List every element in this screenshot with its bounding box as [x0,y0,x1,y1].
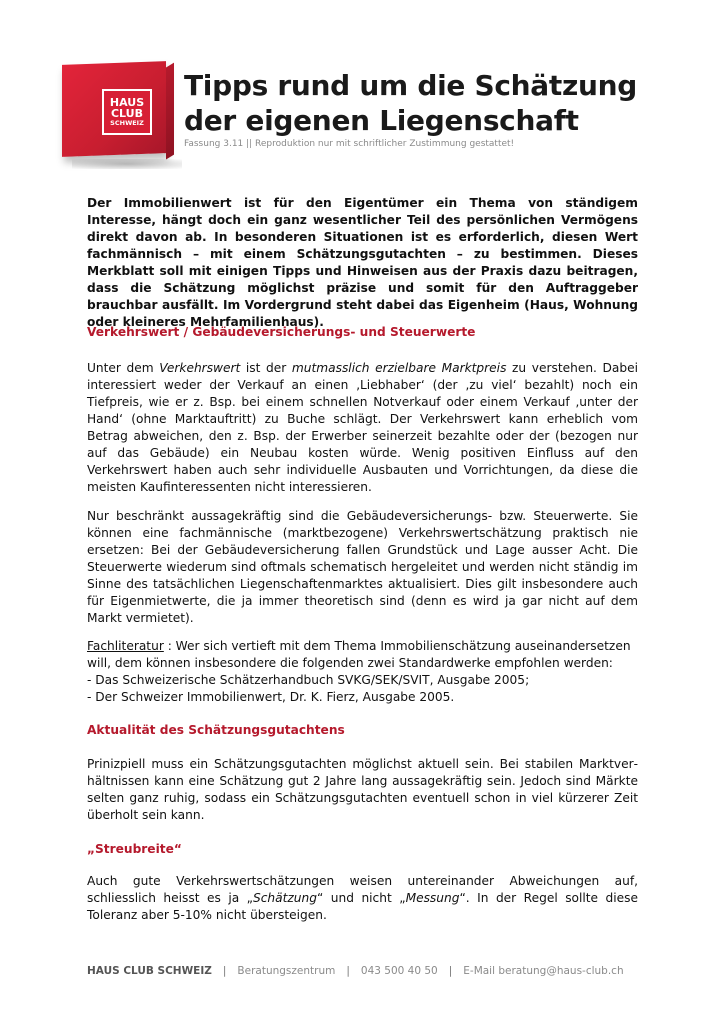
paragraph-fachliteratur [87,638,638,706]
footer-phone: 043 500 40 50 [360,965,438,977]
footer-center: Beratungszentrum [237,965,336,977]
title-line-1: Tipps rund um die Schätzung [184,69,637,102]
literature-item: - Das Schweizerische Schätzerhandbuch SVKG/SEK/SVIT, Ausgabe 2005; [87,673,530,687]
emphasis-marktpreis: mutmasslich erzielbare Marktpreis [291,361,507,375]
text-segment: zu verstehen. Dabei interessiert weder der Verkauf an einen ‚Liebhaber‘ (der ‚zu viel‘ bezahlt) noch ein Tiefpreis, wie er z. Bsp. bei einem schnellen Notverkauf oder einem Verkauf ‚unter der Hand‘ (ohne Marktauftritt) zu Buche schlägt. Der Verkehrswert kann erheblich vom Betrag abweichen, den z. Bsp. der Erwerber seinerzeit bezahlte oder der (bezogen nur auf das Gebäude) ein Neubau kosten würde. Wenig positiven Einfluss auf den Verkehrswert haben auch sehr individuelle Ausbauten und Vorrichtungen, da diese die meisten Kaufinteressenten nicht interessieren. [87,361,639,494]
paragraph-aktualitaet: Prinizpiell muss ein Schätzungsgutachten möglichst aktuell sein. Bei stabilen Marktverhältnissen kann eine Schätzung gut 2 Jahre lang aussagekräftig sein. Jedoch sind Märkte selten ganz ruhig, sodass ein Schätzungsgutachten eventuell schon in viel kürzerer Zeit überholt sein kann. [87,757,638,822]
emphasis-schaetzung: Schätzung [252,891,317,905]
text-segment: “ und nicht „ [316,891,406,905]
logo-text-haus: HAUS [109,96,145,110]
text-segment: “. In der Regel sollte diese Toleranz aber 5-10% nicht übersteigen. [87,891,638,922]
literature-item: - Der Schweizer Immobilienwert, Dr. K. Fierz, Ausgabe 2005. [87,690,455,704]
footer-brand: HAUS CLUB SCHWEIZ [87,965,212,977]
title-line-2: der eigenen Liegenschaft [184,104,579,137]
paragraph-streubreite [87,873,638,924]
emphasis-messung: Messung [405,891,460,905]
paragraph-gebaeudeversicherung: Nur beschränkt aussagekräftig sind die Gebäudeversicherungs- bzw. Steuerwerte. Sie können eine fachmännische (marktbezogene) Verkehrswertschätzung praktisch nie ersetzen: Bei der Gebäudeversicherung fallen Grundstück und Lage ausser Acht. Die Steuerwerte wiederum sind oftmals schematisch hergeleitet und werden nicht ständig im Sinne des tatsächlichen Liegenschaftenmarktes aktualisiert. Dies gilt insbesondere auch für Eigenmietwerte, die ja immer theoretisch sind (denn es wird ja gar nicht auf dem Markt vermietet). [87,509,638,625]
page-footer [87,965,624,977]
logo-text-schweiz: SCHWEIZ [110,119,144,128]
logo [62,63,170,163]
footer-separator: | [222,965,227,977]
fachliteratur-text: : Wer sich vertieft mit dem Thema Immobilienschätzung auseinandersetzen will, dem können insbesondere die folgenden zwei Standardwerke empfohlen werden: [87,639,631,670]
logo-badge [102,89,152,135]
text-segment: ist der [240,361,292,375]
footer-email: E-Mail beratung@haus-club.ch [463,965,624,977]
text-segment: Unter dem [87,361,160,375]
section-heading-aktualitaet: Aktualität des Schätzungsgutachtens [87,723,345,737]
section-heading-streubreite: „Streubreite“ [87,842,182,856]
emphasis-verkehrswert: Verkehrswert [159,361,241,375]
paragraph-verkehrswert [87,360,638,496]
version-note: Fassung 3.11 || Reproduktion nur mit schriftlicher Zustimmung gestattet! [184,139,515,149]
text-segment: Auch gute Verkehrswertschätzungen weisen untereinander Abweichungen auf, schliesslich heisst es ja „ [87,874,638,905]
footer-separator: | [346,965,350,977]
fachliteratur-label: Fachliteratur [87,639,164,653]
page-title [184,68,637,138]
intro-paragraph: Der Immobilienwert ist für den Eigentümer ein Thema von ständigem Interesse, hängt doch ein ganz wesentlicher Teil des persönlichen Vermögens direkt davon ab. In besonderen Situationen ist es erforderlich, diesen Wert fachmännisch – mit einem Schätzungsgutachten – zu bestimmen. Dieses Merkblatt soll mit einigen Tipps und Hinweisen aus der Praxis dazu beitragen, dass die Schätzung möglichst präzise und somit für den Auftraggeber brauchbar ausfällt. Im Vordergrund steht dabei das Eigenheim (Haus, Wohnung oder kleineres Mehrfamilienhaus). [87,196,638,329]
logo-shadow [72,159,182,169]
logo-text-club: CLUB [110,107,143,121]
section-heading-verkehrswert: Verkehrswert / Gebäudeversicherungs- und Steuerwerte [87,325,476,339]
footer-separator: | [448,965,453,977]
